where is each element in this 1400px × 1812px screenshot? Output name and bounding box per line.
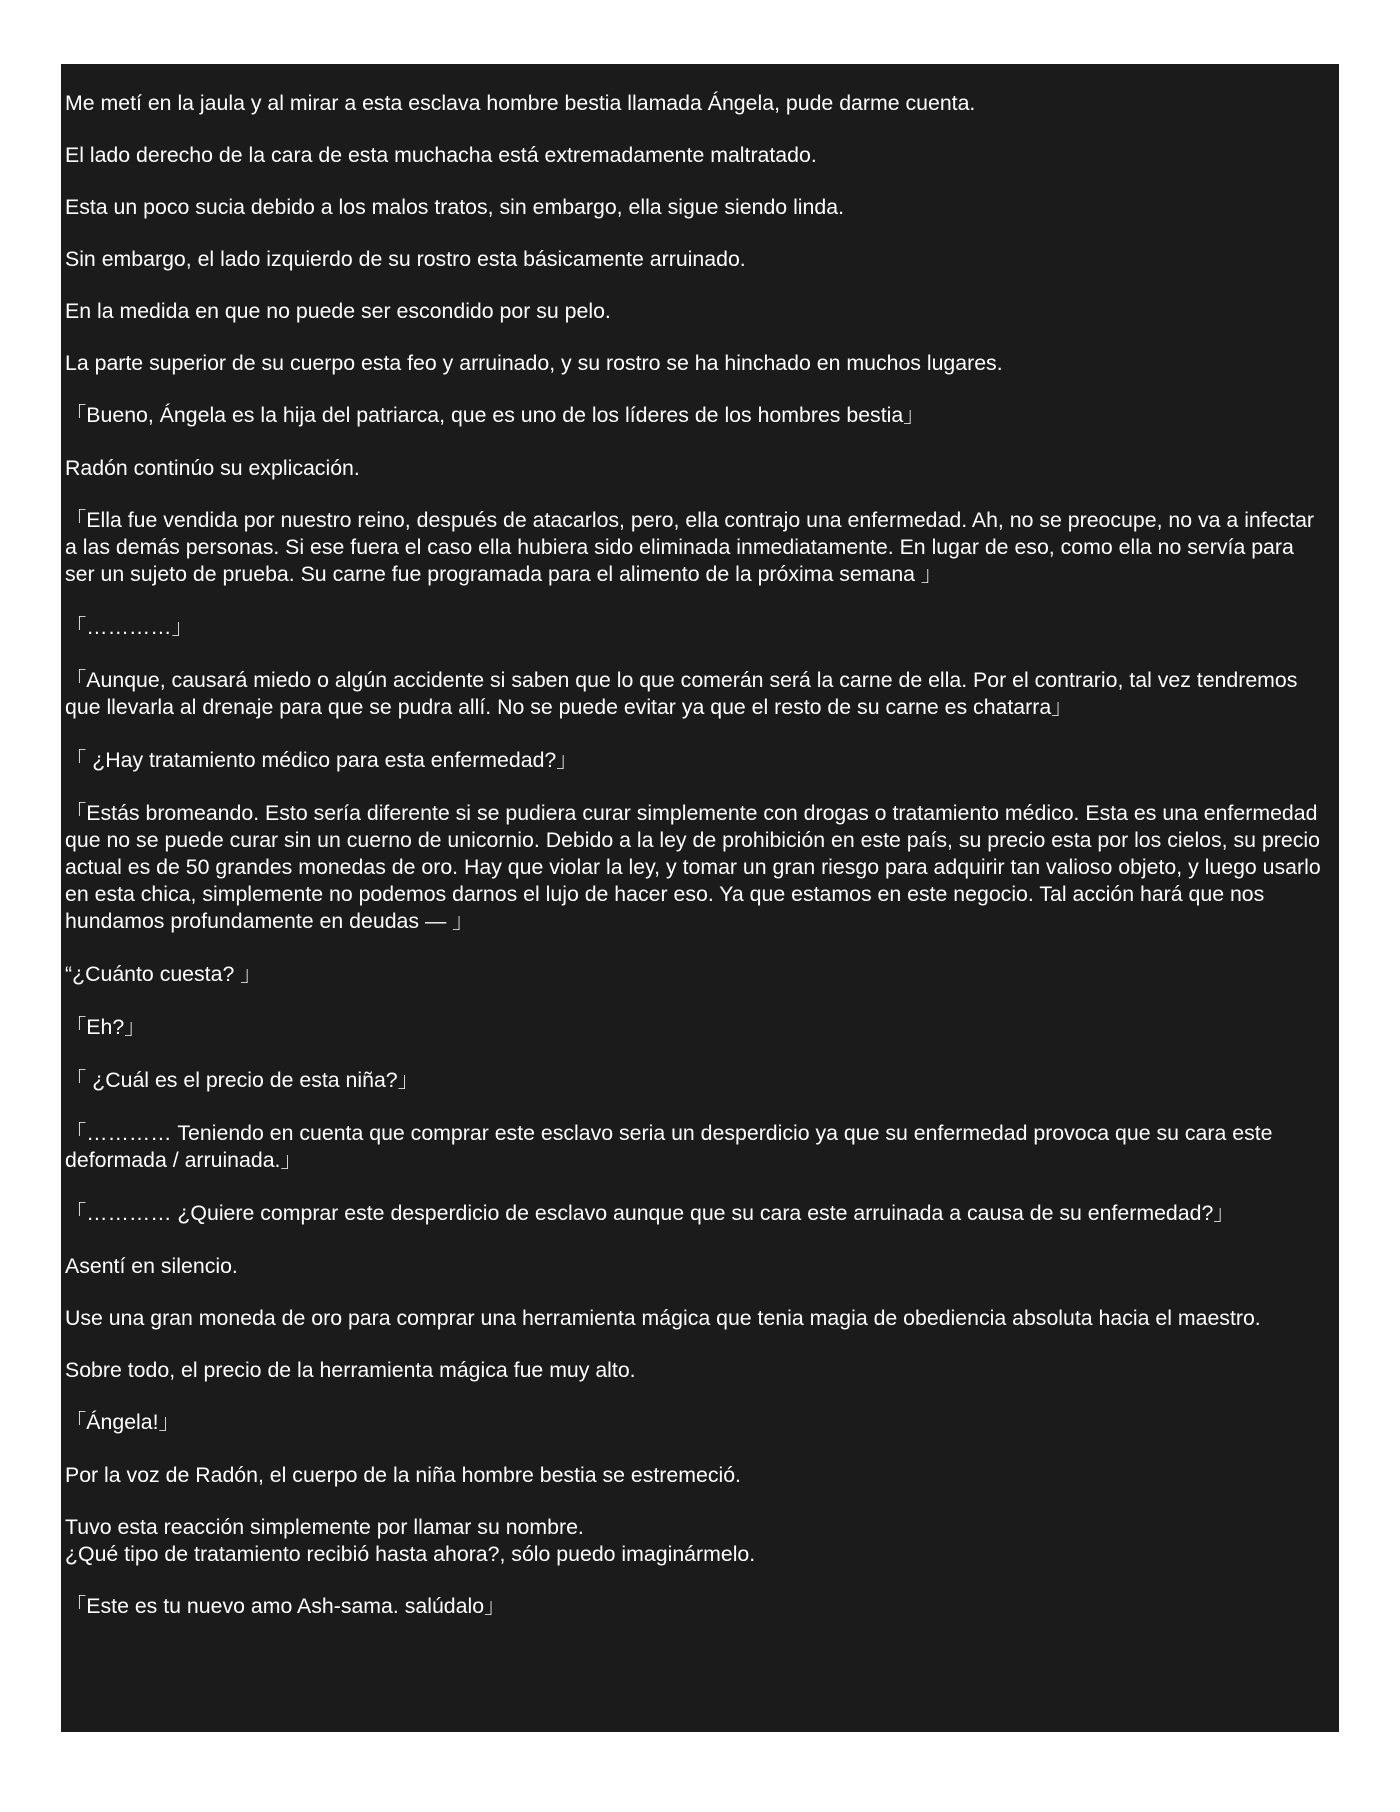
- paragraph-11: Por la voz de Radón, el cuerpo de la niña hombre bestia se estremeció.: [65, 1463, 741, 1487]
- paragraph-5: En la medida en que no puede ser escondido por su pelo.: [65, 299, 611, 323]
- dialogue-1: 「Bueno, Ángela es la hija del patriarca, que es uno de los líderes de los hombres bestia」: [65, 403, 925, 427]
- paragraph-8: Asentí en silencio.: [65, 1254, 238, 1278]
- document-text-panel: [61, 64, 1339, 1732]
- dialogue-12: 「Ángela!」: [65, 1410, 180, 1434]
- dialogue-11: 「………… ¿Quiere comprar este desperdicio de esclavo aunque que su cara este arruinada a causa de su enfermedad?」: [65, 1201, 1235, 1225]
- dialogue-10: 「………… Teniendo en cuenta que comprar este esclavo seria un desperdicio ya que su enfermedad provoca que su cara este deformada / arruinada.」: [65, 1121, 1273, 1172]
- dialogue-9: 「 ¿Cuál es el precio de esta niña?」: [65, 1068, 419, 1092]
- paragraph-9: Use una gran moneda de oro para comprar una herramienta mágica que tenia magia de obediencia absoluta hacia el maestro.: [65, 1306, 1261, 1330]
- paragraph-12: Tuvo esta reacción simplemente por llamar su nombre. ¿Qué tipo de tratamiento recibió hasta ahora?, sólo puedo imaginármelo.: [65, 1515, 756, 1566]
- dialogue-8: 「Eh?」: [65, 1015, 146, 1039]
- paragraph-7: Radón continúo su explicación.: [65, 456, 360, 480]
- dialogue-3: 「…………」: [65, 615, 193, 639]
- dialogue-6: 「Estás bromeando. Esto sería diferente si se pudiera curar simplemente con drogas o tratamiento médico. Esta es una enfermedad que no se puede curar sin un cuerno de unicornio. Debido a la ley de prohibición en este país, su precio esta por los cielos, su precio actual es de 50 grandes monedas de oro. Hay que violar la ley, y tomar un gran riesgo para adquirir tan valioso objeto, y luego usarlo en esta chica, simplemente no podemos darnos el lujo de hacer eso. Ya que estamos en este negocio. Tal acción hará que nos hundamos profundamente en deudas — 」: [65, 801, 1321, 933]
- paragraph-1: Me metí en la jaula y al mirar a esta esclava hombre bestia llamada Ángela, pude darme cuenta.: [65, 91, 976, 115]
- dialogue-13: 「Este es tu nuevo amo Ash-sama. salúdalo」: [65, 1594, 506, 1618]
- dialogue-2: 「Ella fue vendida por nuestro reino, después de atacarlos, pero, ella contrajo una enfermedad. Ah, no se preocupe, no va a infectar a las demás personas. Si ese fuera el caso ella hubiera sido eliminada inmediatamente. En lugar de eso, como ella no servía para ser un sujeto de prueba. Su carne fue programada para el alimento de la próxima semana 」: [65, 508, 1315, 586]
- dialogue-7: “¿Cuánto cuesta? 」: [65, 962, 262, 986]
- paragraph-3: Esta un poco sucia debido a los malos tratos, sin embargo, ella sigue siendo linda.: [65, 195, 844, 219]
- paragraph-10: Sobre todo, el precio de la herramienta mágica fue muy alto.: [65, 1358, 636, 1382]
- dialogue-4: 「Aunque, causará miedo o algún accidente si saben que lo que comerán será la carne de ella. Por el contrario, tal vez tendremos que llevarla al drenaje para que se pudra allí. No se puede evitar ya que el resto de su carne es chatarra」: [65, 668, 1298, 719]
- dialogue-5: 「 ¿Hay tratamiento médico para esta enfermedad?」: [65, 748, 578, 772]
- paragraph-2: El lado derecho de la cara de esta muchacha está extremadamente maltratado.: [65, 143, 817, 167]
- paragraph-4: Sin embargo, el lado izquierdo de su rostro esta básicamente arruinado.: [65, 247, 746, 271]
- paragraph-6: La parte superior de su cuerpo esta feo y arruinado, y su rostro se ha hinchado en muchos lugares.: [65, 351, 1003, 375]
